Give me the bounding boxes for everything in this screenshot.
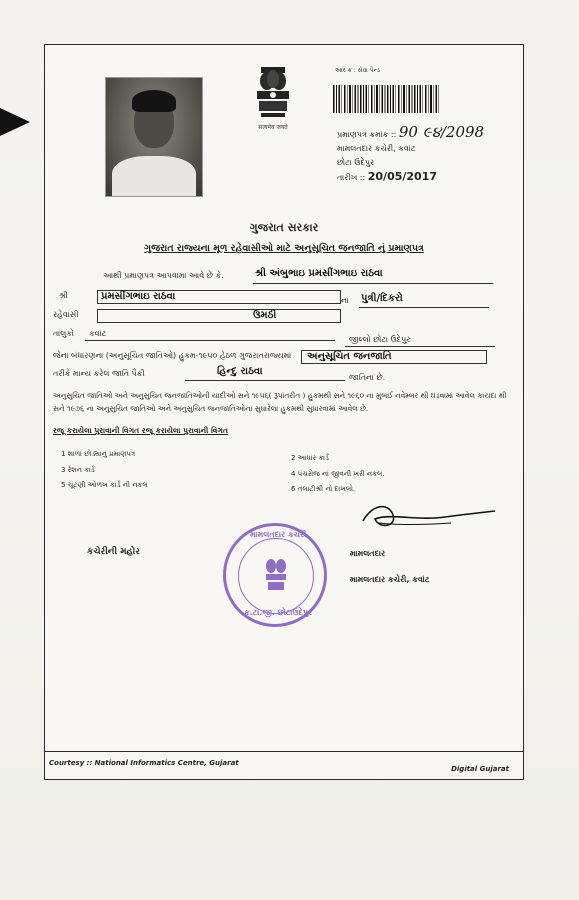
seal-emblem-icon: [262, 556, 290, 596]
applicant-photo: [105, 77, 203, 197]
barcode-label: આર ક્ર : સેવા પૈન્ડ: [335, 67, 380, 74]
signatory-block: [350, 541, 430, 593]
documents-left: [61, 447, 148, 494]
office-seal: [223, 523, 327, 627]
tribe-value: હિન્દુ રાઠવા: [217, 366, 263, 377]
na-label: ના: [341, 296, 349, 305]
footer-credit: Courtesy :: National Informatics Centre, Gujarat: [49, 759, 239, 767]
cert-no-label: પ્રમાણપત્ર ક્રમાંક ::: [337, 130, 397, 139]
signatory-title: મામલતદાર: [350, 549, 386, 558]
taluka-label: તાલુકો: [53, 329, 74, 338]
certificate: [44, 44, 524, 780]
resident-label: રહેવાસી: [53, 310, 79, 319]
taluka-value: કવાંટ: [89, 329, 107, 338]
village-box: [97, 309, 341, 323]
parent-name: પ્રમસીંગભાઇ રાઠવા: [101, 291, 176, 302]
certificate-header-info: [337, 125, 484, 185]
footer-divider: [45, 751, 523, 752]
date-value: 20/05/2017: [367, 170, 438, 183]
tribe-suffix: જાતિના છે.: [349, 373, 386, 382]
documents-right: [291, 451, 385, 498]
seal-bottom-text: ક.ટા.જી. છોટાઉદેપુર: [244, 608, 313, 617]
document-item: 1 શાળા છોડ્યાનુ પ્રમાણપત્ર: [61, 450, 136, 458]
relation-value: પુત્રી/દિકરો: [361, 293, 403, 304]
document-item: 6 તલાટીશ્રી નો દાખલો.: [291, 485, 356, 493]
shri-label: શ્રી: [59, 291, 68, 300]
footer-brand: Digital Gujarat: [451, 765, 509, 773]
act-text: જેના બંધારણના (અનુસૂચિત જાતિઓ) હુકમ-૧૯૫૦ હેઠળ ગુજરાતરાજ્યમાં: [53, 351, 292, 360]
emblem-caption: सत्यमेव जयते: [258, 124, 288, 131]
document-item: 3 રેશન કાર્ડ: [61, 465, 95, 474]
document-item: 4 પંચરોજ નાં જીવની ખરી નકલ.: [291, 469, 385, 478]
document-item: 2 આધાર કાર્ડ: [291, 454, 329, 462]
legal-paragraph: અનુસુચિત જાતિઓ અને અનુસુચિત જનજાતિઓની યાદીઓ સને ૧૯૫૬( રૂપાંતરીત ) હુકમથી સને ૧૯૬૦ ના મુંબઈ નવેમ્બર થી ઘડવામાં આવેલ કાયદા થી સને ૧૯૭૬ ના અનુસુચિત જાતિઓ અને અનુસુચિત જનજાતિઓના સુધારેલા હુકમથી સુધારવામાં આવેલ છે.: [53, 391, 507, 413]
signatory-office: મામલતદાર કચેરી, કવાંટ: [350, 575, 430, 584]
barcode: [333, 85, 439, 113]
signature: [359, 499, 499, 535]
intro-text: આથી પ્રમાણપત્ર આપવામા આવે છે કે.: [103, 271, 224, 280]
cert-no-value: 90 ૯૪/2098: [398, 123, 485, 141]
documents-heading: રજૂ કરાયેલા પુરાવાની વિગત રજૂ કરાયેલા પુરાવાની વિગત: [53, 426, 228, 435]
certificate-title: ગુજરાત રાજ્યના મૂળ રહેવાસીઓ માટે અનુસૂચિત જનજાતિ નું પ્રમાણપત્ર: [144, 243, 424, 254]
office-line-1: મામલતદાર કચેરી, કવાંટ: [337, 144, 416, 153]
office-line-2: છોટા ઉદેપુર: [337, 158, 375, 167]
office-seal-label: કચેરીની મહોર: [87, 547, 140, 557]
applicant-name: શ્રી અંબુભાઇ પ્રમસીંગભાઇ રાઠવા: [255, 268, 383, 279]
margin-punch-mark: [0, 108, 30, 136]
seal-top-text: મામલતદાર કચેરી: [250, 530, 307, 539]
date-label: તારીખ ::: [337, 173, 366, 182]
category-value: અનુસૂચિત જનજાતિ: [307, 351, 392, 362]
government-title: ગુજરાત સરકાર: [249, 221, 319, 234]
document-item: 5 ચૂંટણી ઓળખ કાર્ડ ની નકલ: [61, 481, 148, 489]
tribe-prefix: તરીકે માન્ય કરેલ જાતિ પૈકી: [53, 369, 145, 378]
village-value: ઉમઠી: [253, 310, 277, 321]
district-value: જીલ્લો છોટા ઉદેપુર: [349, 335, 411, 344]
